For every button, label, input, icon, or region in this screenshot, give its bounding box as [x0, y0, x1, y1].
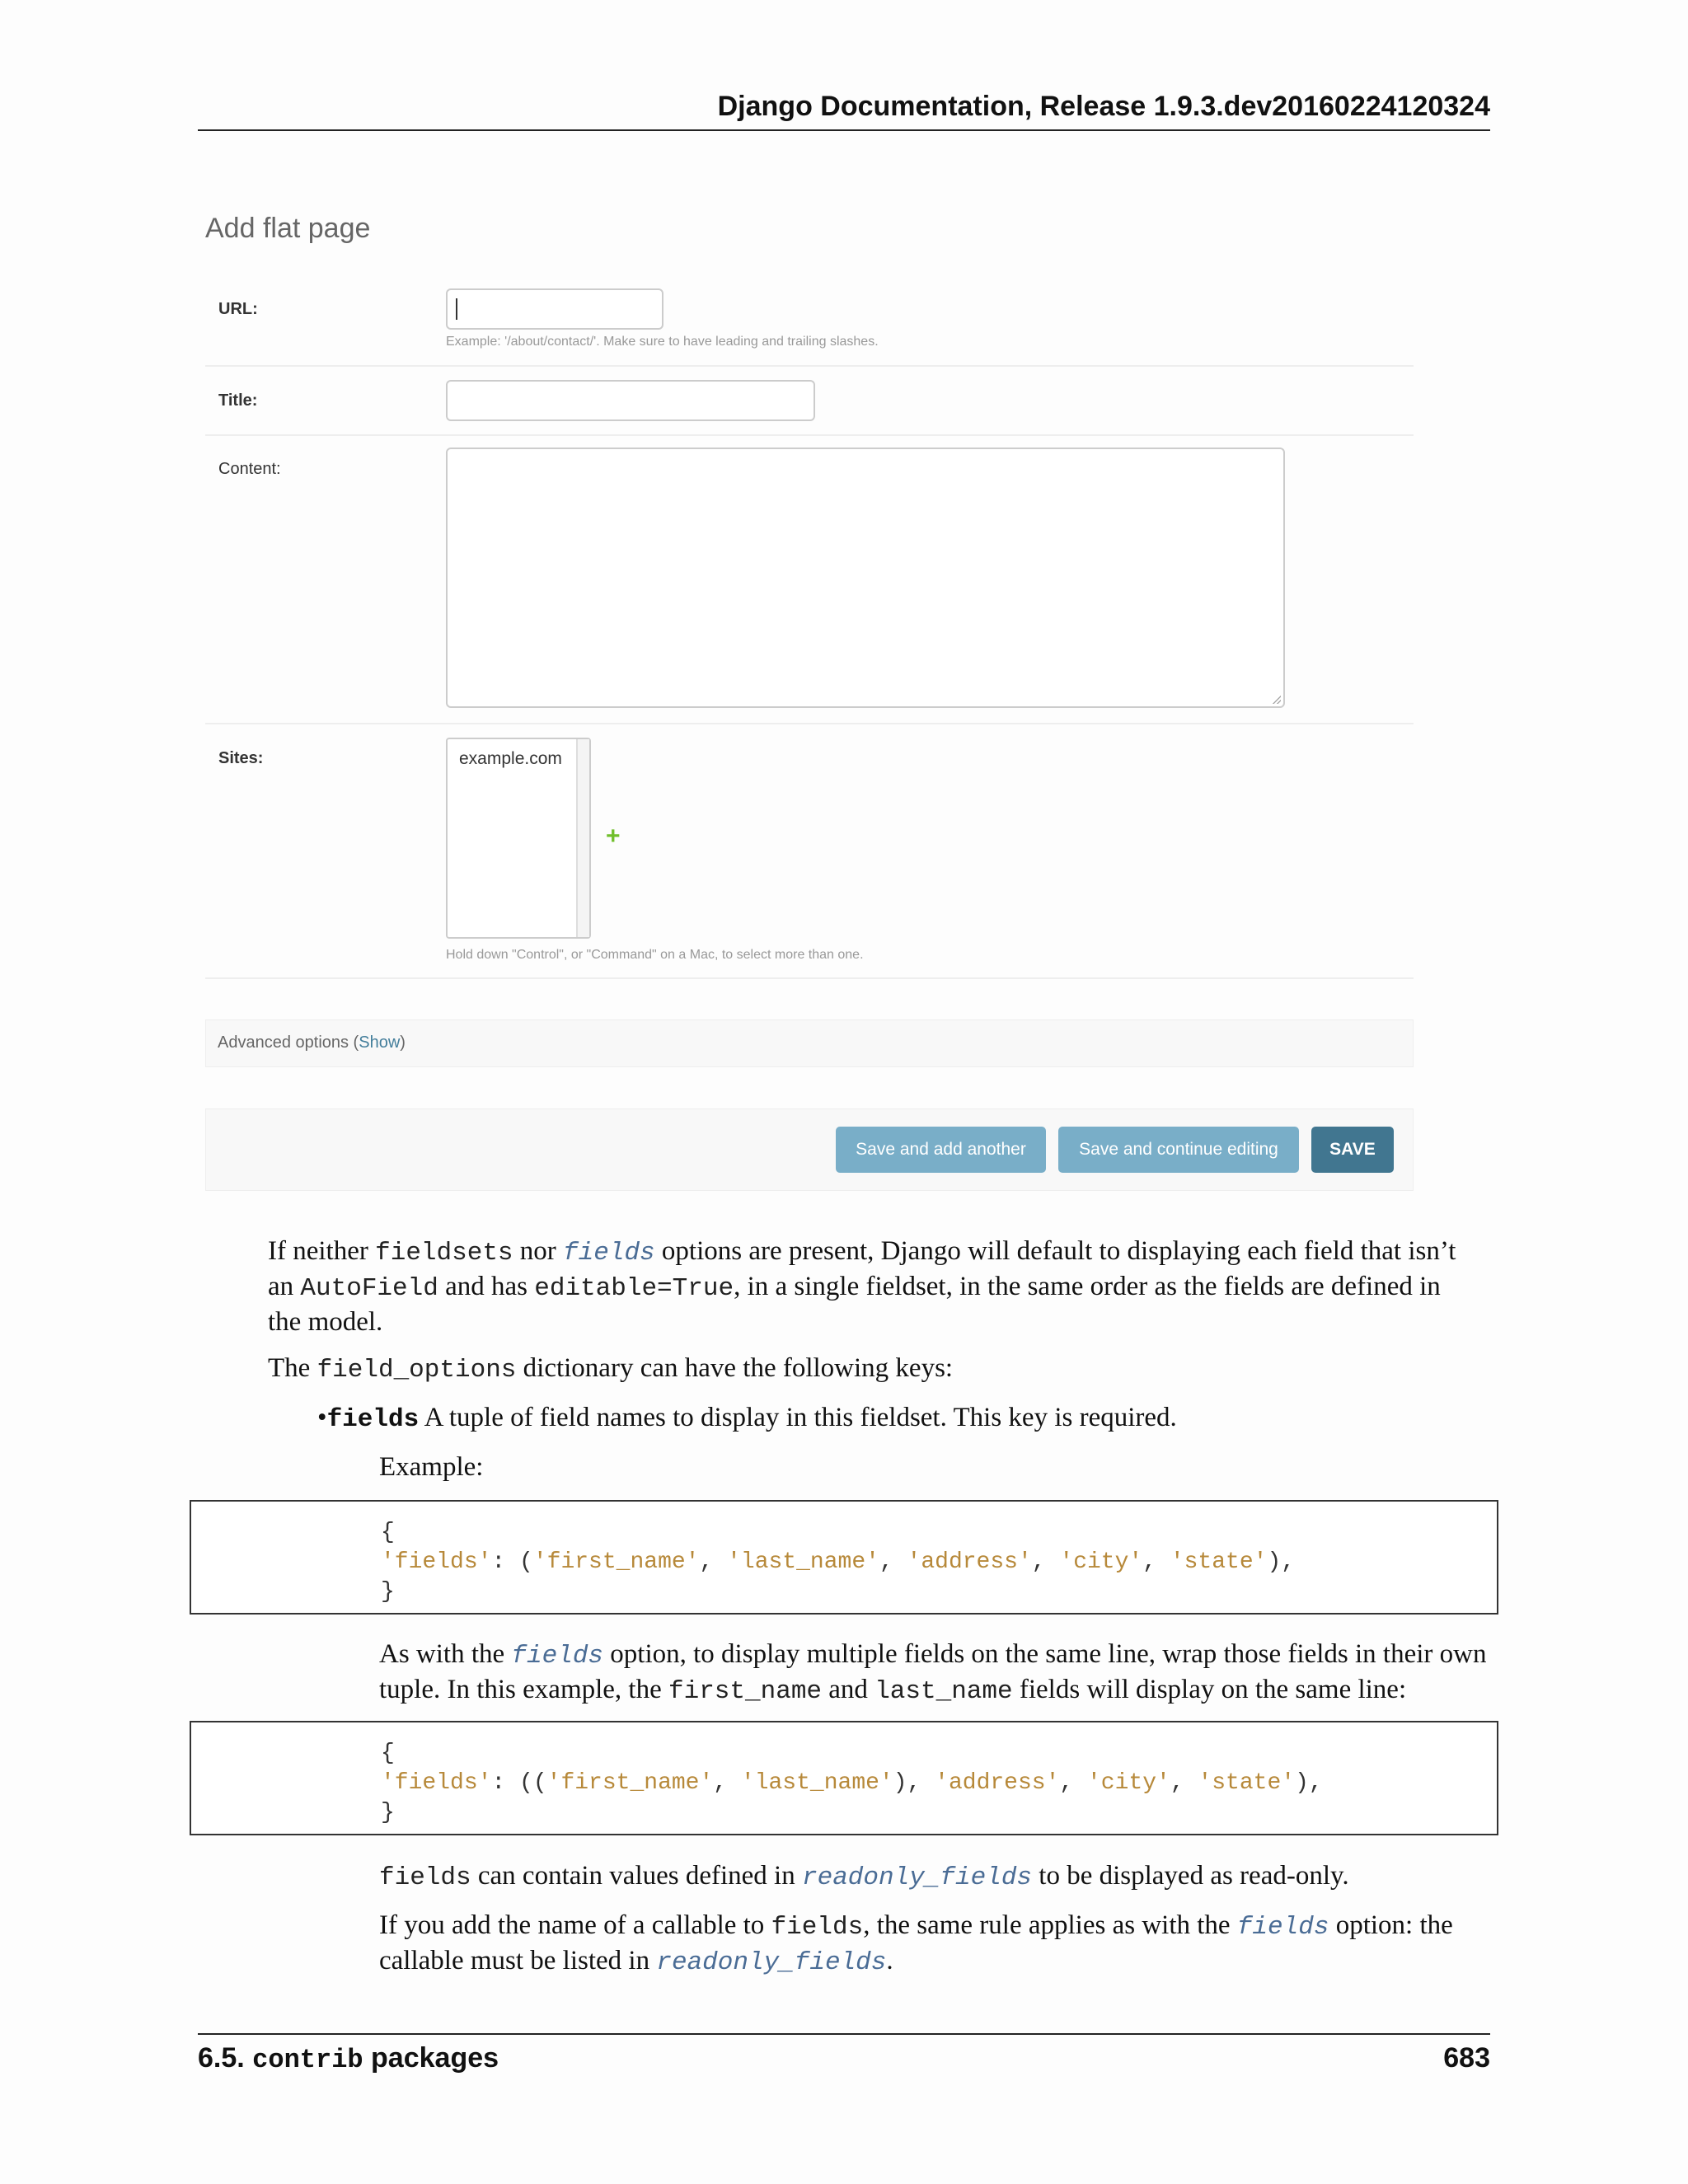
fields-link[interactable]: fields [511, 1642, 604, 1671]
code-string: 'city' [1087, 1770, 1170, 1796]
text-span: tuple. In this example, the [379, 1675, 668, 1704]
text-span: an [268, 1272, 301, 1301]
text-line: the model. [268, 1307, 383, 1337]
text-line [379, 1638, 1490, 1673]
code-line: 'fields': (('first_name', 'last_name'), 'address', 'city', 'state'), [381, 1770, 1323, 1796]
code-string: 'last_name' [740, 1770, 893, 1796]
code-fields: fields [771, 1913, 864, 1942]
text-span: The [268, 1353, 317, 1383]
code-string: 'address' [907, 1549, 1032, 1575]
text-line [379, 1944, 1490, 1980]
url-help-text: Example: '/about/contact/'. Make sure to have leading and trailing slashes. [446, 335, 879, 349]
paragraph-field-options [268, 1352, 953, 1387]
text-span: options are present, Django will default to displaying each field that isn’t [654, 1236, 1456, 1266]
text-line [379, 1909, 1490, 1944]
code-string: 'state' [1198, 1770, 1296, 1796]
url-label: URL: [218, 300, 258, 318]
row-divider [205, 723, 1414, 724]
page-header-title: Django Documentation, Release 1.9.3.dev20160224120324 [717, 91, 1490, 122]
footer-section-code: contrib [252, 2045, 363, 2075]
code-string: 'last_name' [727, 1549, 879, 1575]
text-span: If you add the name of a callable to [379, 1910, 771, 1940]
paragraph-callable [379, 1909, 1490, 1980]
code-line: } [381, 1800, 395, 1825]
text-span: nor [513, 1236, 564, 1266]
text-span: option: the [1329, 1910, 1453, 1940]
row-divider [205, 365, 1414, 367]
sites-multiselect[interactable] [446, 738, 591, 939]
bullet-fields [317, 1401, 1177, 1436]
text-span: dictionary can have the following keys: [516, 1353, 954, 1383]
code-string: 'address' [935, 1770, 1060, 1796]
code-fields: fields [379, 1863, 471, 1892]
text-span: As with the [379, 1639, 512, 1669]
text-span: If neither [268, 1236, 376, 1266]
code-line: 'fields': ('first_name', 'last_name', 'address', 'city', 'state'), [381, 1549, 1296, 1575]
title-label: Title: [218, 391, 258, 410]
code-punct: ), [1267, 1549, 1296, 1575]
advanced-options-paren: ) [400, 1033, 406, 1052]
add-site-plus-icon[interactable]: + [606, 823, 621, 850]
text-span: , the same rule applies as with the [863, 1910, 1237, 1940]
paragraph-readonly [379, 1859, 1349, 1895]
sites-label: Sites: [218, 749, 264, 767]
bullet-key: fields [326, 1405, 420, 1434]
footer-section-number: 6.5. [198, 2042, 253, 2074]
content-textarea[interactable] [446, 448, 1285, 708]
bullet-icon: • [317, 1403, 327, 1432]
fields-link[interactable]: fields [563, 1239, 655, 1268]
code-field-options: field_options [316, 1356, 517, 1385]
save-button[interactable]: SAVE [1311, 1127, 1394, 1173]
code-autofield: AutoField [300, 1274, 438, 1303]
code-last-name: last_name [874, 1677, 1013, 1706]
advanced-options-fieldset [205, 1019, 1414, 1067]
code-punct: ), [1295, 1770, 1323, 1796]
code-editable: editable=True [534, 1274, 734, 1303]
example-label: Example: [379, 1452, 484, 1482]
select-scrollbar[interactable] [576, 739, 589, 937]
paragraph-default-fields [268, 1235, 1490, 1338]
paragraph-same-line [379, 1638, 1490, 1708]
text-span: to be displayed as read-only. [1032, 1861, 1349, 1891]
header-rule [198, 129, 1490, 131]
text-line [379, 1673, 1490, 1708]
text-span: . [886, 1946, 893, 1975]
text-span: , in a single fieldset, in the same order as the fields are defined in [734, 1272, 1441, 1301]
code-punct: ), [893, 1770, 935, 1796]
code-string: 'first_name' [546, 1770, 714, 1796]
code-line: { [381, 1520, 395, 1545]
show-advanced-link[interactable]: Show [359, 1033, 401, 1052]
sites-option[interactable]: example.com [459, 749, 562, 768]
code-punct: : (( [491, 1770, 547, 1796]
row-divider [205, 434, 1414, 436]
code-fieldsets: fieldsets [375, 1239, 513, 1268]
url-input[interactable] [446, 288, 663, 330]
code-block-1 [190, 1500, 1498, 1615]
content-label: Content: [218, 460, 281, 478]
code-string: 'fields' [381, 1549, 492, 1575]
resize-grip-icon[interactable] [1273, 696, 1281, 704]
code-string: 'first_name' [532, 1549, 700, 1575]
page-number: 683 [1443, 2042, 1490, 2074]
text-line [268, 1270, 1490, 1305]
code-line: } [381, 1579, 395, 1605]
readonly-fields-link[interactable]: readonly_fields [656, 1948, 887, 1977]
footer-rule [198, 2033, 1490, 2035]
readonly-fields-link[interactable]: readonly_fields [801, 1863, 1033, 1892]
code-block-2 [190, 1721, 1498, 1835]
text-line [268, 1235, 1490, 1270]
code-line: { [381, 1741, 395, 1766]
row-divider [205, 977, 1414, 979]
save-and-add-another-button[interactable]: Save and add another [836, 1127, 1046, 1173]
text-span: can contain values defined in [471, 1861, 802, 1891]
footer-section-text: packages [363, 2042, 499, 2074]
bullet-text: A tuple of field names to display in this fieldset. This key is required. [419, 1403, 1177, 1432]
sites-help-text: Hold down "Control", or "Command" on a Mac, to select more than one. [446, 948, 864, 962]
form-heading: Add flat page [205, 213, 371, 244]
code-string: 'fields' [381, 1770, 492, 1796]
title-input[interactable] [446, 380, 815, 421]
footer-section [198, 2042, 499, 2075]
text-span: and has [438, 1272, 535, 1301]
text-cursor [456, 298, 457, 320]
fields-link[interactable]: fields [1236, 1913, 1329, 1942]
code-string: 'city' [1059, 1549, 1143, 1575]
text-span: fields will display on the same line: [1012, 1675, 1407, 1704]
save-and-continue-button[interactable]: Save and continue editing [1058, 1127, 1299, 1173]
advanced-options-label: Advanced options ( [218, 1033, 359, 1052]
submit-row [205, 1108, 1414, 1191]
code-first-name: first_name [668, 1677, 823, 1706]
code-punct: : ( [491, 1549, 533, 1575]
text-span: callable must be listed in [379, 1946, 657, 1975]
text-span: and [822, 1675, 875, 1704]
code-string: 'state' [1170, 1549, 1268, 1575]
text-span: option, to display multiple fields on the same line, wrap those fields in their own [603, 1639, 1487, 1669]
advanced-options-heading [218, 1033, 406, 1052]
